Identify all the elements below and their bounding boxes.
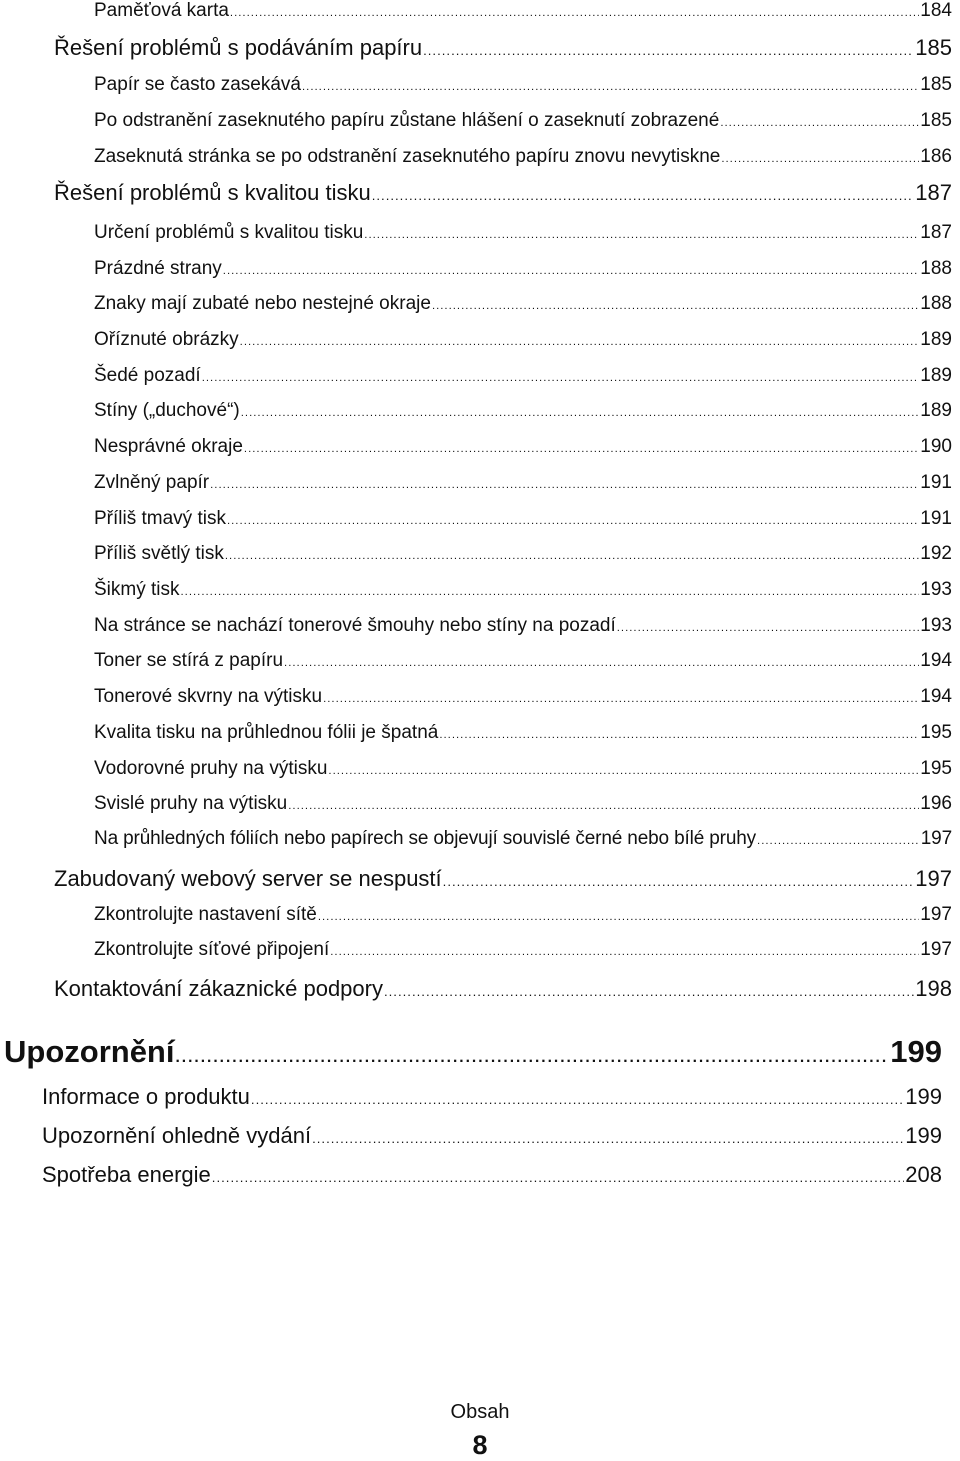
toc-entry-label: Příliš tmavý tisk	[94, 508, 226, 529]
toc-entry-label: Upozornění ohledně vydání	[42, 1123, 312, 1148]
toc-entry-label: Šedé pozadí	[94, 365, 201, 386]
dot-leader	[439, 729, 919, 741]
toc-row[interactable]	[94, 543, 952, 565]
dot-leader	[302, 81, 919, 93]
toc-row[interactable]	[94, 686, 952, 708]
toc-entry-label: Řešení problémů s kvalitou tisku	[54, 180, 371, 205]
toc-entry-label: Spotřeba energie	[42, 1162, 211, 1187]
toc-page-number: 193	[920, 579, 952, 600]
toc-entry-label: Zkontrolujte síťové připojení	[94, 939, 330, 960]
toc-row[interactable]	[54, 35, 952, 61]
toc-row[interactable]	[94, 0, 952, 22]
toc-page-number: 195	[920, 722, 952, 743]
dot-leader	[225, 550, 919, 562]
toc-entry-label: Zkontrolujte nastavení sítě	[94, 904, 317, 925]
toc-page-number: 185	[915, 35, 952, 60]
toc-entry-label: Informace o produktu	[42, 1084, 250, 1109]
dot-leader	[212, 1170, 904, 1185]
toc-entry-label: Vodorovné pruhy na výtisku	[94, 758, 328, 779]
toc-row[interactable]	[94, 436, 952, 458]
toc-row[interactable]	[94, 74, 952, 96]
toc-entry-label: Zaseknutá stránka se po odstranění zaseknutého papíru znovu nevytiskne	[94, 146, 721, 167]
toc-row[interactable]	[94, 146, 952, 168]
toc-entry-label: Řešení problémů s podáváním papíru	[54, 35, 423, 60]
dot-leader	[432, 300, 919, 312]
toc-row[interactable]	[94, 939, 952, 961]
dot-leader	[318, 911, 919, 923]
toc-row[interactable]	[94, 222, 952, 244]
toc-entry-label: Kontaktování zákaznické podpory	[54, 976, 383, 1001]
toc-entry-label: Prázdné strany	[94, 258, 222, 279]
toc-entry-label: Příliš světlý tisk	[94, 543, 224, 564]
toc-entry-label: Svislé pruhy na výtisku	[94, 793, 288, 814]
toc-page-number: 197	[920, 939, 952, 960]
toc-entry-label: Kvalita tisku na průhlednou fólii je špatná	[94, 722, 439, 743]
dot-leader	[323, 693, 919, 705]
toc-row[interactable]	[94, 329, 952, 351]
toc-page-number: 197	[915, 866, 952, 891]
toc-page-number: 190	[920, 436, 952, 457]
toc-row[interactable]	[94, 472, 952, 494]
dot-leader	[443, 874, 915, 889]
toc-row[interactable]	[94, 400, 952, 422]
toc-page-number: 189	[920, 365, 952, 386]
toc-row[interactable]	[42, 1123, 942, 1149]
toc-entry-label: Oříznuté obrázky	[94, 329, 239, 350]
toc-row[interactable]	[94, 793, 952, 815]
dot-leader	[244, 443, 919, 455]
dot-leader	[230, 7, 919, 19]
dot-leader	[423, 43, 914, 58]
toc-row[interactable]	[94, 508, 952, 530]
toc-page-number: 197	[920, 828, 952, 849]
toc-page-number: 196	[920, 793, 952, 814]
toc-entry-label: Paměťová karta	[94, 0, 229, 21]
toc-entry-label: Nesprávné okraje	[94, 436, 243, 457]
dot-leader	[364, 229, 919, 241]
dot-leader	[328, 765, 919, 777]
dot-leader	[210, 479, 919, 491]
dot-leader	[312, 1131, 904, 1146]
toc-row[interactable]	[54, 866, 952, 892]
toc-page-number: 193	[920, 615, 952, 636]
toc-page-number: 199	[905, 1084, 942, 1109]
toc-page-number: 199	[905, 1123, 942, 1148]
dot-leader	[330, 946, 919, 958]
toc-row[interactable]	[42, 1162, 942, 1188]
toc-page-number: 189	[920, 329, 952, 350]
toc-page-number: 188	[920, 258, 952, 279]
toc-page-number: 199	[890, 1034, 942, 1069]
dot-leader	[721, 153, 919, 165]
toc-entry-label: Zvlněný papír	[94, 472, 210, 493]
toc-row[interactable]	[94, 828, 952, 850]
toc-row[interactable]	[54, 976, 952, 1002]
dot-leader	[372, 188, 915, 203]
dot-leader	[202, 372, 920, 384]
toc-row[interactable]	[94, 579, 952, 601]
dot-leader	[241, 407, 920, 419]
toc-page-number: 187	[920, 222, 952, 243]
toc-row[interactable]	[94, 904, 952, 926]
toc-entry-label: Znaky mají zubaté nebo nestejné okraje	[94, 293, 431, 314]
toc-row[interactable]	[94, 293, 952, 315]
toc-entry-label: Tonerové skvrny na výtisku	[94, 686, 323, 707]
dot-leader	[617, 622, 920, 634]
toc-row[interactable]	[4, 1034, 942, 1070]
toc-page-number: 194	[920, 650, 952, 671]
toc-page-number: 191	[920, 472, 952, 493]
dot-leader	[227, 515, 919, 527]
footer-section-name: Obsah	[450, 1401, 510, 1423]
toc-row[interactable]	[54, 180, 952, 206]
toc-page-number: 197	[920, 904, 952, 925]
dot-leader	[288, 800, 919, 812]
dot-leader	[181, 586, 920, 598]
toc-row[interactable]	[94, 365, 952, 387]
toc-entry-label: Zabudovaný webový server se nespustí	[54, 866, 442, 891]
dot-leader	[223, 265, 920, 277]
dot-leader	[384, 984, 914, 999]
dot-leader	[176, 1049, 890, 1067]
toc-page-number: 185	[920, 74, 952, 95]
toc-page-number: 208	[905, 1162, 942, 1187]
toc-entry-label: Na stránce se nachází tonerové šmouhy nebo stíny na pozadí	[94, 615, 616, 636]
toc-row[interactable]	[94, 258, 952, 280]
dot-leader	[757, 835, 920, 847]
toc-entry-label: Šikmý tisk	[94, 579, 180, 600]
toc-entry-label: Na průhledných fóliích nebo papírech se objevují souvislé černé nebo bílé pruhy	[94, 828, 757, 849]
toc-page-number: 192	[920, 543, 952, 564]
toc-row[interactable]	[94, 650, 952, 672]
toc-entry-label: Papír se často zasekává	[94, 74, 301, 95]
toc-row[interactable]	[94, 615, 952, 637]
toc-page-number: 187	[915, 180, 952, 205]
toc-page-number: 198	[915, 976, 952, 1001]
toc-page-number: 195	[920, 758, 952, 779]
toc-page-number: 184	[920, 0, 952, 21]
toc-row[interactable]	[94, 110, 952, 132]
toc-page-number: 185	[920, 110, 952, 131]
toc-page-number: 189	[920, 400, 952, 421]
toc-page-number: 188	[920, 293, 952, 314]
dot-leader	[720, 117, 919, 129]
toc-row[interactable]	[94, 758, 952, 780]
toc-entry-label: Po odstranění zaseknutého papíru zůstane hlášení o zaseknutí zobrazené	[94, 110, 720, 131]
toc-page-number: 186	[920, 146, 952, 167]
dot-leader	[251, 1092, 904, 1107]
toc-entry-label: Upozornění	[4, 1034, 175, 1069]
toc-page-number: 191	[920, 508, 952, 529]
toc-entry-label: Určení problémů s kvalitou tisku	[94, 222, 364, 243]
toc-page-number: 194	[920, 686, 952, 707]
toc-row[interactable]	[94, 722, 952, 744]
toc-entry-label: Stíny („duchové“)	[94, 400, 240, 421]
dot-leader	[284, 657, 919, 669]
footer-page-number: 8	[472, 1430, 488, 1460]
toc-entry-label: Toner se stírá z papíru	[94, 650, 284, 671]
dot-leader	[240, 336, 920, 348]
toc-row[interactable]	[42, 1084, 942, 1110]
